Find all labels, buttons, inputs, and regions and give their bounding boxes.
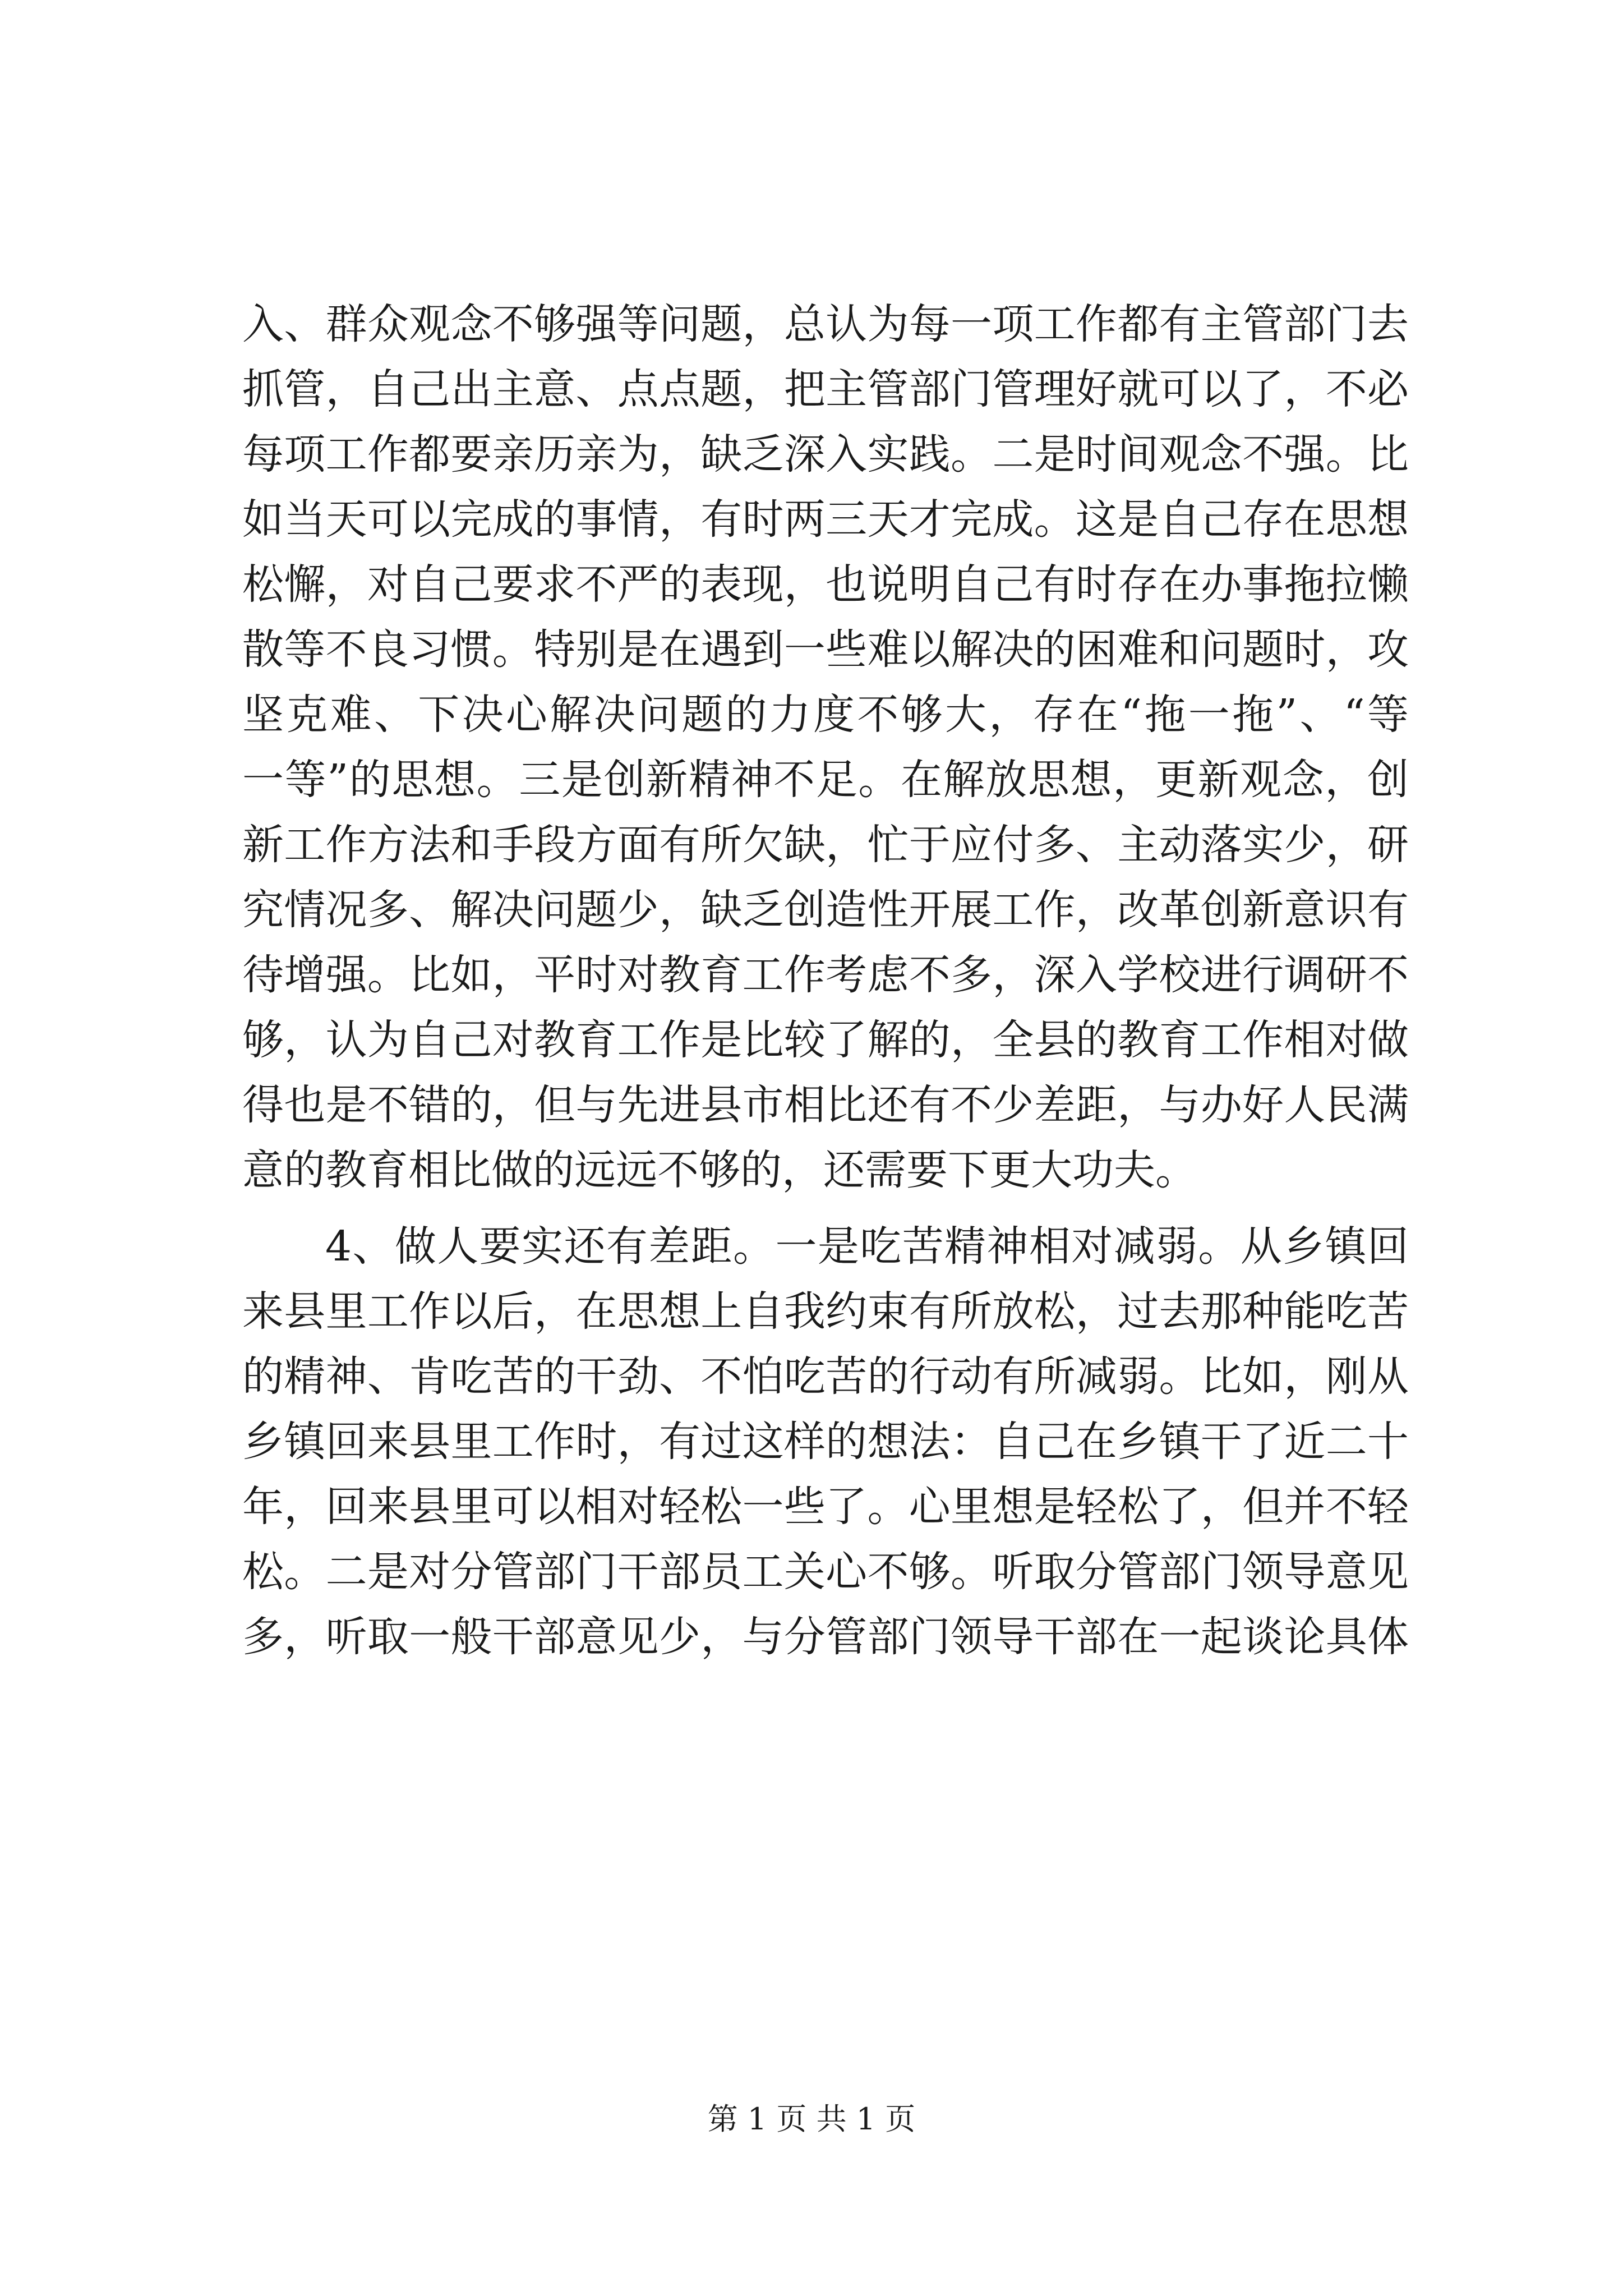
text-line: 4、做人要实还有差距。一是吃苦精神相对减弱。从乡镇回 [325, 1222, 1409, 1271]
paragraph-1 [242, 292, 1409, 1203]
text-line: 一等”的思想。三是创新精神不足。在解放思想，更新观念，创 [242, 756, 1409, 804]
text-line: 入、群众观念不够强等问题，总认为每一项工作都有主管部门去 [242, 300, 1409, 348]
paragraph-2 [242, 1214, 1409, 1669]
text-line: 究情况多、解决问题少，缺乏创造性开展工作，改革创新意识有 [242, 886, 1409, 934]
text-line: 年，回来县里可以相对轻松一些了。心里想是轻松了，但并不轻 [242, 1483, 1409, 1531]
text-line: 待增强。比如，平时对教育工作考虑不多，深入学校进行调研不 [242, 951, 1409, 999]
paragraph-gap [242, 1203, 1409, 1214]
text-line: 每项工作都要亲历亲为，缺乏深入实践。二是时间观念不强。比 [242, 430, 1409, 478]
text-line: 来县里工作以后，在思想上自我约束有所放松，过去那种能吃苦 [242, 1287, 1409, 1336]
document-body [242, 292, 1409, 1669]
text-line: 新工作方法和手段方面有所欠缺，忙于应付多、主动落实少，研 [242, 821, 1409, 869]
text-line: 的精神、肯吃苦的干劲、不怕吃苦的行动有所减弱。比如，刚从 [242, 1352, 1409, 1401]
page-footer: 第 1 页 共 1 页 [707, 2101, 916, 2137]
text-line: 坚克难、下决心解决问题的力度不够大，存在“拖一拖”、“等 [242, 691, 1409, 739]
text-line: 意的教育相比做的远远不够的，还需要下更大功夫。 [242, 1146, 1197, 1194]
text-line: 松。二是对分管部门干部员工关心不够。听取分管部门领导意见 [242, 1548, 1409, 1596]
text-line: 乡镇回来县里工作时，有过这样的想法：自己在乡镇干了近二十 [242, 1418, 1409, 1466]
text-line: 得也是不错的，但与先进县市相比还有不少差距，与办好人民满 [242, 1081, 1409, 1129]
text-line: 抓管，自己出主意、点点题，把主管部门管理好就可以了，不必 [242, 365, 1409, 413]
text-line: 松懈，对自己要求不严的表现，也说明自己有时存在办事拖拉懒 [242, 560, 1409, 609]
text-line: 多，听取一般干部意见少，与分管部门领导干部在一起谈论具体 [242, 1613, 1409, 1661]
text-line: 如当天可以完成的事情，有时两三天才完成。这是自己存在思想 [242, 495, 1409, 544]
text-line: 散等不良习惯。特别是在遇到一些难以解决的困难和问题时，攻 [242, 625, 1409, 674]
text-line: 够，认为自己对教育工作是比较了解的，全县的教育工作相对做 [242, 1016, 1409, 1064]
